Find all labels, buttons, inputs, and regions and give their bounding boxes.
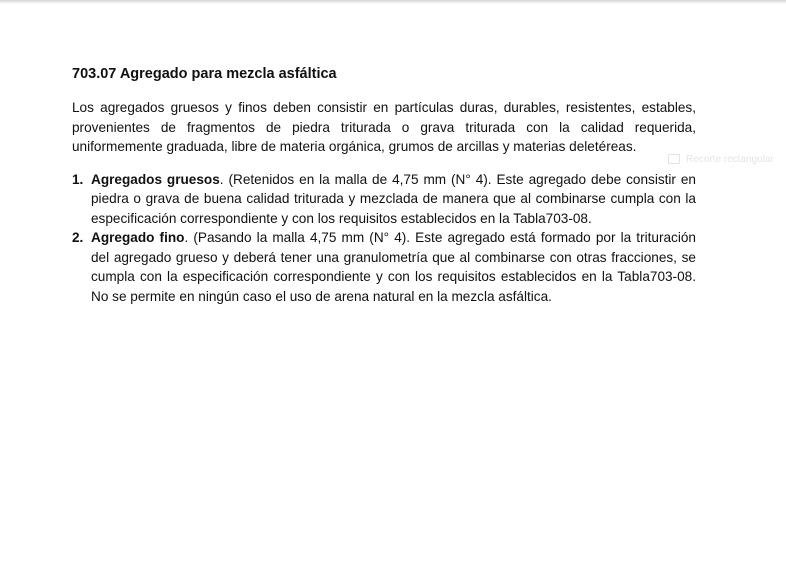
section-heading: 703.07 Agregado para mezcla asfáltica (72, 66, 337, 82)
document-page (72, 64, 696, 306)
list-item (72, 170, 696, 229)
list-item-text: . (Retenidos en la malla de 4,75 mm (N° 4). Este agregado debe consistir en piedra o grava de buena calidad triturada y mezclada de manera que al combinarse cumpla con la especificación correspondiente y con los requisitos establecidos en la Tabla703-08. (91, 171, 696, 226)
aggregate-list (72, 170, 696, 307)
list-item-text: . (Pasando la malla 4,75 mm (N° 4). Este agregado está formado por la trituración del agregado grueso y deberá tener una granulometría que al combinarse con otras fracciones, se cumpla con la especificación correspondiente y con los requisitos establecidos en la Tabla703-08. No se permite en ningún caso el uso de arena natural en la mezcla asfáltica. (91, 230, 696, 304)
list-item-number: 1. (72, 171, 84, 187)
list-item (72, 228, 696, 306)
snip-tool-hint[interactable] (668, 151, 786, 167)
list-item-term: Agregado fino (91, 230, 185, 245)
list-item-number: 2. (72, 230, 84, 245)
viewer-top-edge (0, 0, 786, 4)
intro-paragraph: Los agregados gruesos y finos deben consistir en partículas duras, durables, resistentes, estables, provenientes de fragmentos de piedra triturada o grava triturada con la calidad requerida, uniformemente graduada, libre de materia orgánica, grumos de arcillas y materias deletéreas. (72, 100, 696, 154)
snip-tool-label: Recorte rectangular (686, 153, 774, 165)
rectangle-snip-icon (668, 154, 680, 164)
list-item-term: Agregados gruesos (91, 171, 220, 187)
